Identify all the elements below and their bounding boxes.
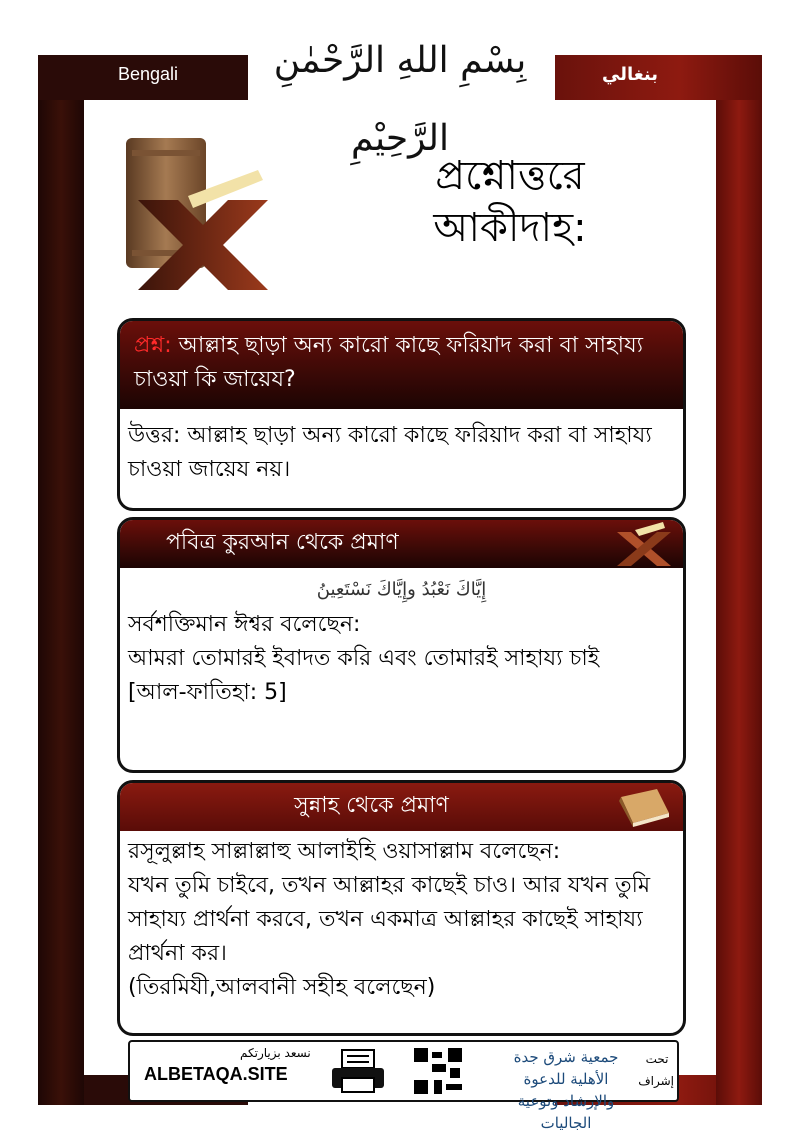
right-frame-bar [716,100,762,1105]
footer-bar [128,1040,679,1132]
left-frame-bar [38,100,84,1105]
quran-line-1: সর্বশক্তিমান ঈশ্বর বলেছেন: [128,612,361,637]
language-label-en: Bengali [118,64,179,84]
sunnah-reference: (তিরমিযী,আলবানী সহীহ বলেছেন) [128,975,436,1000]
language-label-ar: بنغالي [602,64,658,85]
quran-heading: পবিত্র কুরআন থেকে প্রমাণ [166,530,399,555]
printer-icon[interactable] [328,1048,388,1094]
basmala-calligraphy: بِسْمِ اللهِ الرَّحْمٰنِ الرَّحِيْمِ [273,40,527,159]
sunnah-line-1: রসূলুল্লাহ সাল্লাল্লাহু আলাইহি ওয়াসাল্লাম বলেছেন: [128,839,561,864]
organization-logo: جمعية شرق جدة الأهلية للدعوة والإرشاد وتوعية الجاليات [513,1048,619,1132]
quran-reference: [আল-ফাতিহা: 5] [128,680,287,705]
question-label: প্রশ্ন: [134,333,172,358]
answer-text: উত্তর: আল্লাহ ছাড়া অন্য কারো কাছে ফরিয়াদ করা বা সাহায্য চাওয়া জায়েয নয়। [128,423,652,482]
visit-us-text: نسعد بزيارتكم [240,1046,311,1060]
quran-stand-icon [613,520,675,568]
question-header [120,321,683,409]
quran-line-2: আমরা তোমারই ইবাদত করি এবং তোমারই সাহায্য চাই [128,646,600,671]
sunnah-section-header [120,783,683,831]
quran-section-header [120,520,683,568]
quran-body [120,568,683,714]
sunnah-evidence-card [117,780,686,1036]
page-title [400,150,620,254]
sunnah-heading: সুন্নাহ থেকে প্রমাণ [294,793,449,818]
qr-code-icon [412,1046,464,1096]
sunnah-body [120,831,683,1009]
quran-evidence-card [117,517,686,773]
question-card [117,318,686,511]
site-link[interactable]: ALBETAQA.SITE [144,1064,288,1084]
book-stand-icon [118,130,278,300]
sunnah-line-2: যখন তুমি চাইবে, তখন আল্লাহর কাছেই চাও। আর যখন তুমি সাহায্য প্রার্থনা করবে, তখন একমাত্র আল্লাহর কাছেই সাহায্য প্রার্থনা কর। [128,873,651,966]
question-text: আল্লাহ ছাড়া অন্য কারো কাছে ফরিয়াদ করা বা সাহায্য চাওয়া কি জায়েয? [134,333,644,392]
book-icon [613,783,675,831]
quran-arabic-verse: إِيَّاكَ نَعْبُدُ وإِيَّاكَ نَسْتَعِينُ [316,579,487,600]
title-line-1: প্রশ্নোত্তরে [435,153,585,199]
supervision-label: تحت إشراف [638,1052,674,1088]
title-line-2: আকীদাহ: [433,205,587,251]
